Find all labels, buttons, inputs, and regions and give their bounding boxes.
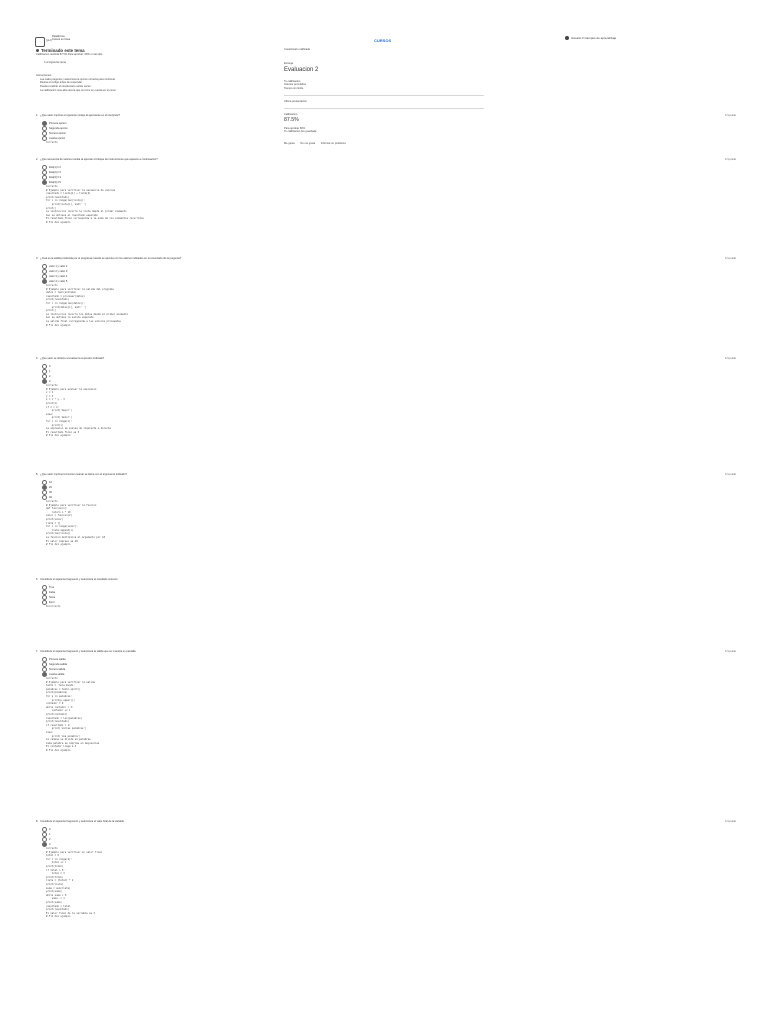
explanation-line: for i in range(z): [46,419,72,423]
explanation-line: El resultado final es 3 [46,430,80,434]
explanation-line: El contador llega a 3 [46,745,77,749]
question-text: Considera el siguiente fragmento y selecciona el valor final de la variable. [40,820,125,823]
answer-option-label: valor 1 y valor 2 [49,264,68,268]
explanation-line: print() [46,206,57,210]
explanation-line: for i in range(4): [46,857,72,861]
question-number: 8. [36,820,39,823]
answer-option-label: 1 [49,369,51,373]
explanation-line: lista = [total] * 2 [46,879,74,883]
answer-option-label: valor 2 y valor 3 [49,269,68,273]
explanation-line: total = 0 [46,854,59,858]
explanation-line: La salida final corresponde a los valores procesados [46,319,121,323]
explanation-line: suma -= 1 [46,897,65,901]
explanation-line: for i in range(valor): [46,525,78,529]
explanation-line: total = 3 [46,872,65,876]
question-title [36,114,120,117]
feedback-status: Incorrecto [46,605,61,608]
question-text: ¿Que valor imprime el siguiente codigo al ejecutarse en el interprete? [40,114,121,117]
feedback-status: Correcto [46,677,58,680]
explanation-line: Cada palabra se imprime en mayusculas [46,741,100,745]
question-number: 1. [36,114,39,117]
question-number: 2. [36,158,39,161]
answer-option-label: Cuarta salida [49,672,65,676]
answer-option-label: None [49,595,56,599]
feedback-status: Correcto [46,185,58,188]
question-text: Considera el siguiente fragmento y selecciona la salida que se muestra en pantalla. [40,650,137,653]
page-subtitle: Calificacion recibida 87.5% Para aprobar: 60% o mas alto [36,53,103,56]
grade-label: Calificacion [284,112,298,116]
brand-line-2: Cursos en linea [52,38,71,41]
feedback-status: Correcto [46,847,58,850]
question-title [36,473,127,476]
explanation-line: texto = 'hola mundo' [46,684,75,688]
courses-link[interactable]: CURSOS [374,38,392,43]
explanation-line: # Fin del ejemplo [46,748,71,752]
instruction-item: Revisa el codigo antes de responder [40,81,83,85]
feedback-status: Correcto [46,284,58,287]
explanation-line: print(i) [46,423,64,427]
question-2 [36,158,736,225]
explanation-line: print(contador) [46,712,68,716]
explanation-line: La instruccion recorre los datos desde el primer elemento [46,312,129,316]
feedback-status: Correcto [46,500,58,503]
answer-option-label: lista[3] 3 4 [49,175,61,179]
explanation-line: Asi se obtiene el resultado esperado [46,213,98,217]
report-problem-button[interactable]: Informar un problema [320,142,346,146]
explanation-line: print(datos[i], end=' ') [46,305,87,309]
explanation-line: # Ejemplo para evaluar la expresion [46,387,97,391]
explanation-line: La funcion multiplica el argumento por 10 [46,535,106,539]
explanation-line: print(palabras) [46,691,68,695]
explanation-line: print(suma) [46,900,62,904]
explanation-line: Asi se obtiene la salida esperada [46,316,94,320]
question-points: 1/1 punto [725,357,736,360]
due-value: Evaluacion 2 [284,66,319,73]
answer-option-label: Primera salida [49,657,66,661]
explanation-line: lista = [] [46,521,61,525]
question-number: 6. [36,578,39,581]
user-menu[interactable] [565,36,616,40]
answer-option-label: lista[4] 4 5 [49,180,61,184]
explanation-line: while contador < 3: [46,705,74,709]
answer-option-label: Tercera opcion [49,131,67,135]
question-points: 1/1 punto [725,820,736,823]
answer-option-label: 40 [49,495,52,499]
explanation-line: if z > 2: [46,405,59,409]
explanation-line: for i in range(len(lista)): [46,199,85,203]
explanation-line: print(suma) [46,890,62,894]
question-number: 3. [36,257,39,260]
answer-option-label: Error [49,600,55,604]
explanation-line: def funcion(n): [46,507,68,511]
results-header [36,48,266,92]
explanation-line: # Ejemplo para verificar la salida del programa [46,287,114,291]
answer-option-label: 0 [49,827,51,831]
answer-option-label: Segunda salida [49,662,67,666]
explanation-line: resultado = total [46,904,71,908]
explanation-line: if total > 5: [46,868,65,872]
explanation-line: # Fin del ejemplo [46,220,71,224]
question-points: 1/1 punto [725,257,736,260]
answer-option-label: valor 4 y valor 5 [49,279,68,283]
assignment-label: Cuestionario calificado [284,48,311,51]
instruction-item: La calificacion mas alta sera la que se tome en cuenta en el curso [40,88,116,92]
explanation-line: print(total) [46,875,64,879]
explanation-line: print(valor) [46,517,64,521]
instruction-item: Puedes realizar el cuestionario varias veces [40,84,91,88]
grade-value: 87.5% [284,116,299,123]
explanation-line: y = 3 [46,394,54,398]
explanation-line: contador += 1 [46,709,71,713]
explanation-line: resultado = procesar(datos) [46,294,85,298]
explanation-line: x = 2 [46,391,54,395]
explanation-line: print('varias palabras') [46,727,87,731]
explanation-line: for i in range(len(datos)): [46,301,85,305]
grade-note-1: Para aprobar 60% [284,126,306,130]
explanation-line: valor = funcion(2) [46,514,72,518]
explanation-line: print('mayor') [46,409,72,413]
explanation-line: # Fin del ejemplo [46,915,71,919]
question-8 [36,820,736,919]
answer-option-label: lista[1] 1 2 [49,165,61,169]
explanation-line: print(total) [46,864,64,868]
brand[interactable] [52,35,70,41]
question-text: ¿Que valor imprime la funcion cuando se llama con el argumento indicado? [40,473,127,476]
question-points: 1/1 punto [725,158,736,161]
question-7 [36,650,736,752]
question-text: ¿Que valor se obtiene al evaluar la expresion indicada? [40,357,105,360]
explanation-line: La instruccion recorre la lista desde el primer elemento [46,210,127,214]
explanation-line: palabras = texto.split() [46,687,81,691]
attempt-line-2: Tiempo sin limite [284,87,304,91]
question-points: 1/1 punto [725,650,736,653]
explanation-line: total += i [46,861,67,865]
latest-submission-label: Ultima presentacion [284,99,307,103]
question-points: 1/1 punto [725,114,736,117]
instructions-heading: Instrucciones [36,74,52,78]
explanation-line: else: [46,412,54,416]
explanation-line: El valor impreso es 20 [46,539,78,543]
check-icon [36,49,39,52]
avatar-icon [565,36,569,40]
logo-text: [pH] [46,38,52,42]
answer-option-label: 2 [49,374,51,378]
question-number: 7. [36,650,39,653]
explanation-line: # Fin del ejemplo [46,434,71,438]
explanation-line: La expresion se evalua de izquierda a derecha [46,427,111,431]
question-title [36,650,136,653]
question-title [36,357,104,360]
answer-option-label: 2 [49,837,51,841]
user-label: Usuario ▾ Campus de aprendizaje [571,36,617,40]
explanation-line: resultado = len(palabras) [46,716,82,720]
question-4 [36,357,736,438]
question-number: 4. [36,357,39,360]
explanation-line: print(z) [46,401,58,405]
explanation-line: else: [46,730,54,734]
explanation-line: print(p.upper()) [46,698,75,702]
question-text: ¿Que secuencia de valores resulta al ejecutar el bloque de instrucciones que aparece a continuacion? [40,158,158,161]
next-topic-link[interactable]: Ir al siguiente tema [44,60,66,64]
question-5 [36,473,736,547]
question-6 [36,578,736,609]
feedback-status: Correcto [46,141,58,144]
explanation-line: print(lista[i], end=' ') [46,202,87,206]
explanation-line: # Fin del ejemplo [46,543,71,547]
grade-note-2: Tu calificacion fue guardada [284,130,317,134]
explanation-line: # Ejemplo para verificar la funcion [46,503,97,507]
answer-option-label: 0 [49,364,51,368]
question-title [36,257,181,260]
question-title [36,820,125,823]
explanation-line: print(resultado) [46,195,70,199]
instruction-item: Lee cada pregunta y selecciona la opcion correcta para continuar [40,77,116,81]
logo-icon[interactable] [35,37,45,47]
explanation-line: suma = sum(lista) [46,886,71,890]
explanation-line: return n * 10 [46,510,71,514]
explanation-line: # Ejemplo para verificar el valor final [46,850,103,854]
answer-option-label: False [49,590,56,594]
explanation-line: print(resultado) [46,908,70,912]
due-label: Entrega [284,61,294,65]
attempt-label: Tu calificacion [284,79,301,83]
spacer [36,64,266,74]
divider [284,95,484,96]
explanation-line: print(lista) [46,882,64,886]
answer-option-label: 3 [49,842,51,846]
answer-option-label: 1 [49,832,51,836]
brand-line-1: Plataforma [52,35,65,38]
explanation-line: if resultado > 1: [46,723,71,727]
question-title [36,158,158,161]
explanation-line: lista.append(i) [46,528,74,532]
answer-option-label: lista[2] 2 3 [49,170,61,174]
explanation-line: contador = 0 [46,702,64,706]
answer-option-label: Primera opcion [49,121,67,125]
explanation-line: datos = leer(entrada) [46,291,77,295]
dislike-button[interactable]: No me gusta [300,142,316,146]
question-points: 1/1 punto [725,473,736,476]
question-3 [36,257,736,327]
explanation-line: print(len(lista)) [46,532,71,536]
explanation-line: # Ejemplo para verificar la secuencia de valores [46,188,116,192]
spacer [284,52,484,62]
answer-option-label: valor 3 y valor 4 [49,274,68,278]
explanation-line: for p in palabras: [46,694,72,698]
explanation-line: El valor final de la variable es 3 [46,911,95,915]
explanation-line: La cadena se divide en palabras [46,738,91,742]
explanation-line: # Ejemplo para verificar la salida [46,680,95,684]
question-number: 5. [36,473,39,476]
explanation-line: resultado = lista[1] + lista[2] [46,192,91,196]
answer-option-label: 10 [49,480,52,484]
answer-option-label: True [49,585,55,589]
explanation-line: while suma > 3: [46,893,68,897]
explanation-line: print() [46,309,57,313]
explanation-line: print(resultado) [46,720,70,724]
answer-option-label: 30 [49,490,52,494]
like-button[interactable]: Me gusta [284,142,295,146]
answer-option-label: Segunda opcion [49,126,68,130]
question-1 [36,114,736,145]
explanation-line: print('menor') [46,416,72,420]
question-title [36,578,118,581]
divider [284,108,484,109]
answer-option-label: 3 [49,379,51,383]
page-title-text: Terminado este tema [41,48,85,53]
explanation-line: z = x * y - 3 [46,398,65,402]
feedback-status: Correcto [46,384,58,387]
attempt-line-1: Intentos permitidos [284,83,306,87]
explanation-line: print('una palabra') [46,734,81,738]
question-text: Considera el siguiente fragmento y selecciona el resultado correcto. [40,578,119,581]
answer-option-label: Tercera salida [49,667,66,671]
explanation-line: El resultado final corresponde a la suma de los elementos recorridos [46,217,144,221]
answer-option-label: Cuarta opcion [49,136,66,140]
question-text: ¿Cual es la salida producida por el programa cuando se ejecuta con los valores indicados en el enunciado de la pregunta? [40,257,182,260]
answer-option-label: 20 [49,485,52,489]
explanation-line: # Fin del ejemplo [46,323,71,327]
explanation-line: print(resultado) [46,298,70,302]
